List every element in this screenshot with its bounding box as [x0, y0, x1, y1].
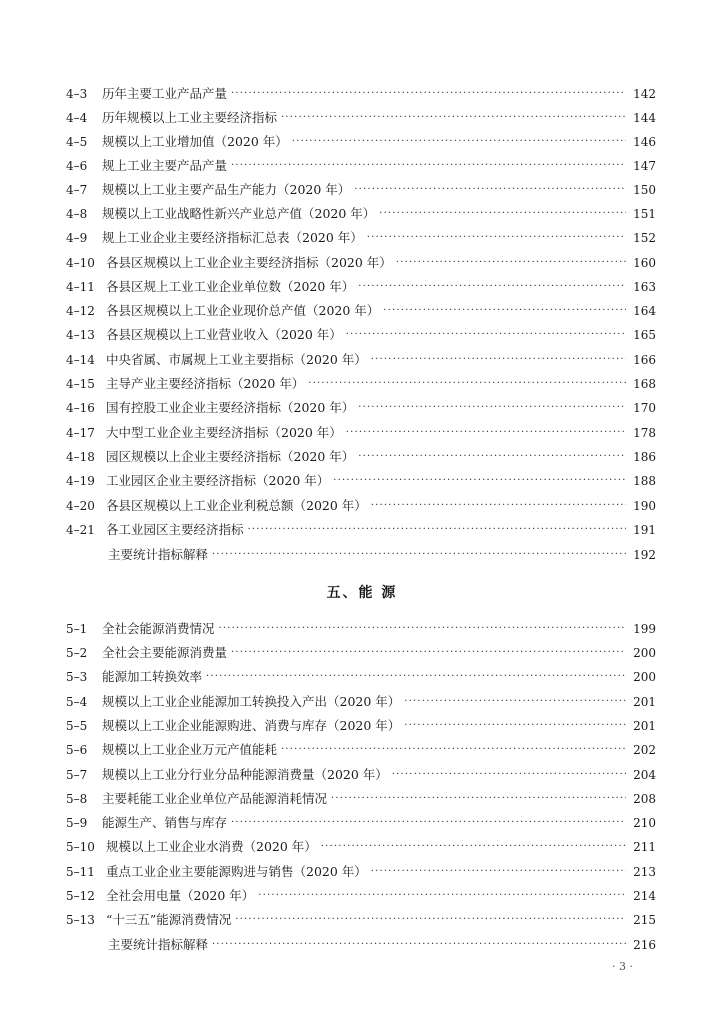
- toc-entry-5-3[interactable]: [66, 667, 656, 687]
- toc-entry-5-11[interactable]: [66, 862, 656, 882]
- toc-entry-4-4[interactable]: [66, 108, 656, 128]
- toc-entry-4-11[interactable]: [66, 277, 656, 297]
- entry-page: 204: [626, 765, 656, 785]
- entry-page: 192: [626, 545, 656, 565]
- dot-leader: [231, 156, 626, 176]
- dot-leader: [392, 765, 626, 785]
- entry-number: 5–3: [66, 670, 88, 684]
- toc-entry-4-16[interactable]: [66, 398, 656, 418]
- entry-title: 能源加工转换效率: [102, 669, 203, 684]
- toc-entry-section5-explain[interactable]: [66, 935, 656, 955]
- entry-title: 规模以上工业增加值（2020 年）: [102, 134, 288, 149]
- entry-number: 4–9: [66, 231, 88, 245]
- entry-title: 全社会用电量（2020 年）: [106, 888, 255, 903]
- toc-entry-4-19[interactable]: [66, 471, 656, 491]
- entry-number: 5–1: [66, 622, 88, 636]
- dot-leader: [358, 277, 626, 297]
- entry-title: 大中型工业企业主要经济指标（2020 年）: [106, 425, 342, 440]
- toc-entry-4-12[interactable]: [66, 301, 656, 321]
- entry-page: 152: [626, 228, 656, 248]
- entry-page: 210: [626, 813, 656, 833]
- entry-title: 各县区规上工业工业企业单位数（2020 年）: [106, 279, 355, 294]
- entry-number: 5–6: [66, 743, 88, 757]
- entry-number: 4–10: [66, 256, 95, 270]
- dot-leader: [396, 253, 626, 273]
- entry-number: 4–21: [66, 523, 95, 537]
- entry-title: 规模以上工业企业能源加工转换投入产出（2020 年）: [102, 694, 401, 709]
- toc-entry-5-2[interactable]: [66, 643, 656, 663]
- dot-leader: [248, 520, 626, 540]
- entry-title: 规模以上工业企业能源购进、消费与库存（2020 年）: [102, 718, 401, 733]
- entry-page: 151: [626, 204, 656, 224]
- entry-number: 4–18: [66, 450, 95, 464]
- entry-number: 5–8: [66, 792, 88, 806]
- toc-entry-4-5[interactable]: [66, 132, 656, 152]
- toc-entry-4-9[interactable]: [66, 228, 656, 248]
- entry-page: 160: [626, 253, 656, 273]
- entry-number: 4–17: [66, 426, 95, 440]
- entry-number: 5–2: [66, 646, 88, 660]
- entry-number: 4–4: [66, 111, 88, 125]
- entry-number: 4–14: [66, 353, 95, 367]
- page-number: · 3 ·: [612, 960, 633, 973]
- entry-page: 201: [626, 716, 656, 736]
- entry-title: 重点工业企业主要能源购进与销售（2020 年）: [106, 864, 367, 879]
- dot-leader: [231, 84, 626, 104]
- entry-page: 190: [626, 496, 656, 516]
- entry-page: 211: [626, 837, 656, 857]
- dot-leader: [346, 325, 626, 345]
- entry-number: 4–20: [66, 499, 95, 513]
- entry-page: 202: [626, 740, 656, 760]
- entry-title: 园区规模以上企业主要经济指标（2020 年）: [106, 449, 355, 464]
- entry-page: 170: [626, 398, 656, 418]
- entry-title: 主要统计指标解释: [108, 547, 209, 562]
- toc-entry-5-10[interactable]: [66, 837, 656, 857]
- toc-entry-section4-explain[interactable]: [66, 545, 656, 565]
- entry-page: 214: [626, 886, 656, 906]
- entry-title: 历年主要工业产品产量: [102, 86, 228, 101]
- entry-number: 4–7: [66, 183, 88, 197]
- toc-entry-4-17[interactable]: [66, 423, 656, 443]
- entry-title: 规模以上工业战略性新兴产业总产值（2020 年）: [102, 206, 376, 221]
- entry-title: 国有控股工业企业主要经济指标（2020 年）: [106, 400, 355, 415]
- entry-number: 5–9: [66, 816, 88, 830]
- entry-title: “十三五”能源消费情况: [106, 912, 232, 927]
- entry-number: 4–8: [66, 207, 88, 221]
- dot-leader: [219, 619, 626, 639]
- entry-number: 4–5: [66, 135, 88, 149]
- entry-title: 主导产业主要经济指标（2020 年）: [106, 376, 305, 391]
- entry-title: 各县区规模以上工业企业主要经济指标（2020 年）: [106, 255, 392, 270]
- entry-page: 166: [626, 350, 656, 370]
- entry-page: 144: [626, 108, 656, 128]
- entry-title: 主要统计指标解释: [108, 937, 209, 952]
- entry-number: 4–16: [66, 401, 95, 415]
- entry-page: 188: [626, 471, 656, 491]
- entry-page: 199: [626, 619, 656, 639]
- entry-title: 主要耗能工业企业单位产品能源消耗情况: [102, 791, 328, 806]
- dot-leader: [258, 886, 626, 906]
- toc-entry-4-6[interactable]: [66, 156, 656, 176]
- entry-title: 工业园区企业主要经济指标（2020 年）: [106, 473, 330, 488]
- dot-leader: [383, 301, 626, 321]
- entry-page: 186: [626, 447, 656, 467]
- entry-page: 164: [626, 301, 656, 321]
- entry-page: 146: [626, 132, 656, 152]
- dot-leader: [358, 447, 626, 467]
- toc-entry-5-1[interactable]: [66, 619, 656, 639]
- dot-leader: [346, 423, 626, 443]
- entry-page: 213: [626, 862, 656, 882]
- entry-page: 216: [626, 935, 656, 955]
- entry-title: 规上工业主要产品产量: [102, 158, 228, 173]
- toc-entry-4-14[interactable]: [66, 350, 656, 370]
- toc-entry-5-9[interactable]: [66, 813, 656, 833]
- entry-number: 5–12: [66, 889, 95, 903]
- toc-entry-4-3[interactable]: [66, 84, 656, 104]
- entry-page: 165: [626, 325, 656, 345]
- toc-entry-4-10[interactable]: [66, 253, 656, 273]
- dot-leader: [212, 545, 626, 565]
- entry-number: 4–6: [66, 159, 88, 173]
- entry-number: 4–15: [66, 377, 95, 391]
- toc-entry-4-21[interactable]: [66, 520, 656, 540]
- toc-entry-5-8[interactable]: [66, 789, 656, 809]
- entry-title: 各县区规模以上工业营业收入（2020 年）: [106, 327, 342, 342]
- entry-page: 142: [626, 84, 656, 104]
- toc-entry-5-12[interactable]: [66, 886, 656, 906]
- entry-number: 5–11: [66, 865, 95, 879]
- toc-entry-5-7[interactable]: [66, 765, 656, 785]
- entry-title: 能源生产、销售与库存: [102, 815, 228, 830]
- dot-leader: [212, 935, 626, 955]
- entry-title: 规模以上工业分行业分品种能源消费量（2020 年）: [102, 767, 388, 782]
- dot-leader: [354, 180, 626, 200]
- entry-page: 147: [626, 156, 656, 176]
- toc-entry-5-5[interactable]: [66, 716, 656, 736]
- entry-title: 规上工业企业主要经济指标汇总表（2020 年）: [102, 230, 363, 245]
- dot-leader: [404, 692, 626, 712]
- dot-leader: [367, 228, 626, 248]
- entry-page: 200: [626, 643, 656, 663]
- toc-entry-4-13[interactable]: [66, 325, 656, 345]
- entry-page: 191: [626, 520, 656, 540]
- entry-title: 历年规模以上工业主要经济指标: [102, 110, 278, 125]
- entry-number: 4–13: [66, 328, 95, 342]
- dot-leader: [371, 496, 626, 516]
- toc-entry-4-15[interactable]: [66, 374, 656, 394]
- dot-leader: [321, 837, 626, 857]
- entry-number: 4–12: [66, 304, 95, 318]
- dot-leader: [331, 789, 626, 809]
- entry-page: 163: [626, 277, 656, 297]
- entry-page: 150: [626, 180, 656, 200]
- entry-title: 规模以上工业企业水消费（2020 年）: [106, 839, 317, 854]
- dot-leader: [292, 132, 626, 152]
- entry-page: 201: [626, 692, 656, 712]
- dot-leader: [371, 862, 626, 882]
- toc-entry-4-20[interactable]: [66, 496, 656, 516]
- entry-title: 各县区规模以上工业企业利税总额（2020 年）: [106, 498, 367, 513]
- entry-title: 全社会能源消费情况: [102, 621, 215, 636]
- entry-title: 规模以上工业主要产品生产能力（2020 年）: [102, 182, 351, 197]
- dot-leader: [358, 398, 626, 418]
- entry-number: 5–5: [66, 719, 88, 733]
- entry-page: 178: [626, 423, 656, 443]
- entry-title: 全社会主要能源消费量: [102, 645, 228, 660]
- dot-leader: [206, 667, 626, 687]
- entry-page: 208: [626, 789, 656, 809]
- dot-leader: [235, 910, 626, 930]
- dot-leader: [281, 740, 626, 760]
- dot-leader: [231, 813, 626, 833]
- toc-entry-5-6[interactable]: [66, 740, 656, 760]
- entry-page: 215: [626, 910, 656, 930]
- dot-leader: [404, 716, 626, 736]
- dot-leader: [333, 471, 626, 491]
- entry-title: 中央省属、市属规上工业主要指标（2020 年）: [106, 352, 367, 367]
- dot-leader: [379, 204, 626, 224]
- entry-title: 各县区规模以上工业企业现价总产值（2020 年）: [106, 303, 380, 318]
- entry-page: 168: [626, 374, 656, 394]
- entry-number: 5–10: [66, 840, 95, 854]
- toc-entry-4-8[interactable]: [66, 204, 656, 224]
- entry-number: 4–11: [66, 280, 95, 294]
- entry-title: 规模以上工业企业万元产值能耗: [102, 742, 278, 757]
- entry-page: 200: [626, 667, 656, 687]
- entry-number: 4–3: [66, 87, 88, 101]
- entry-number: 4–19: [66, 474, 95, 488]
- section-heading-energy: 五、能 源: [326, 585, 398, 601]
- toc-entry-4-7[interactable]: [66, 180, 656, 200]
- entry-number: 5–4: [66, 695, 88, 709]
- toc-entry-5-4[interactable]: [66, 692, 656, 712]
- dot-leader: [371, 350, 626, 370]
- dot-leader: [308, 374, 626, 394]
- entry-number: 5–7: [66, 768, 88, 782]
- dot-leader: [281, 108, 626, 128]
- entry-title: 各工业园区主要经济指标: [106, 522, 244, 537]
- toc-entry-4-18[interactable]: [66, 447, 656, 467]
- dot-leader: [231, 643, 626, 663]
- toc-entry-5-13[interactable]: [66, 910, 656, 930]
- entry-number: 5–13: [66, 913, 95, 927]
